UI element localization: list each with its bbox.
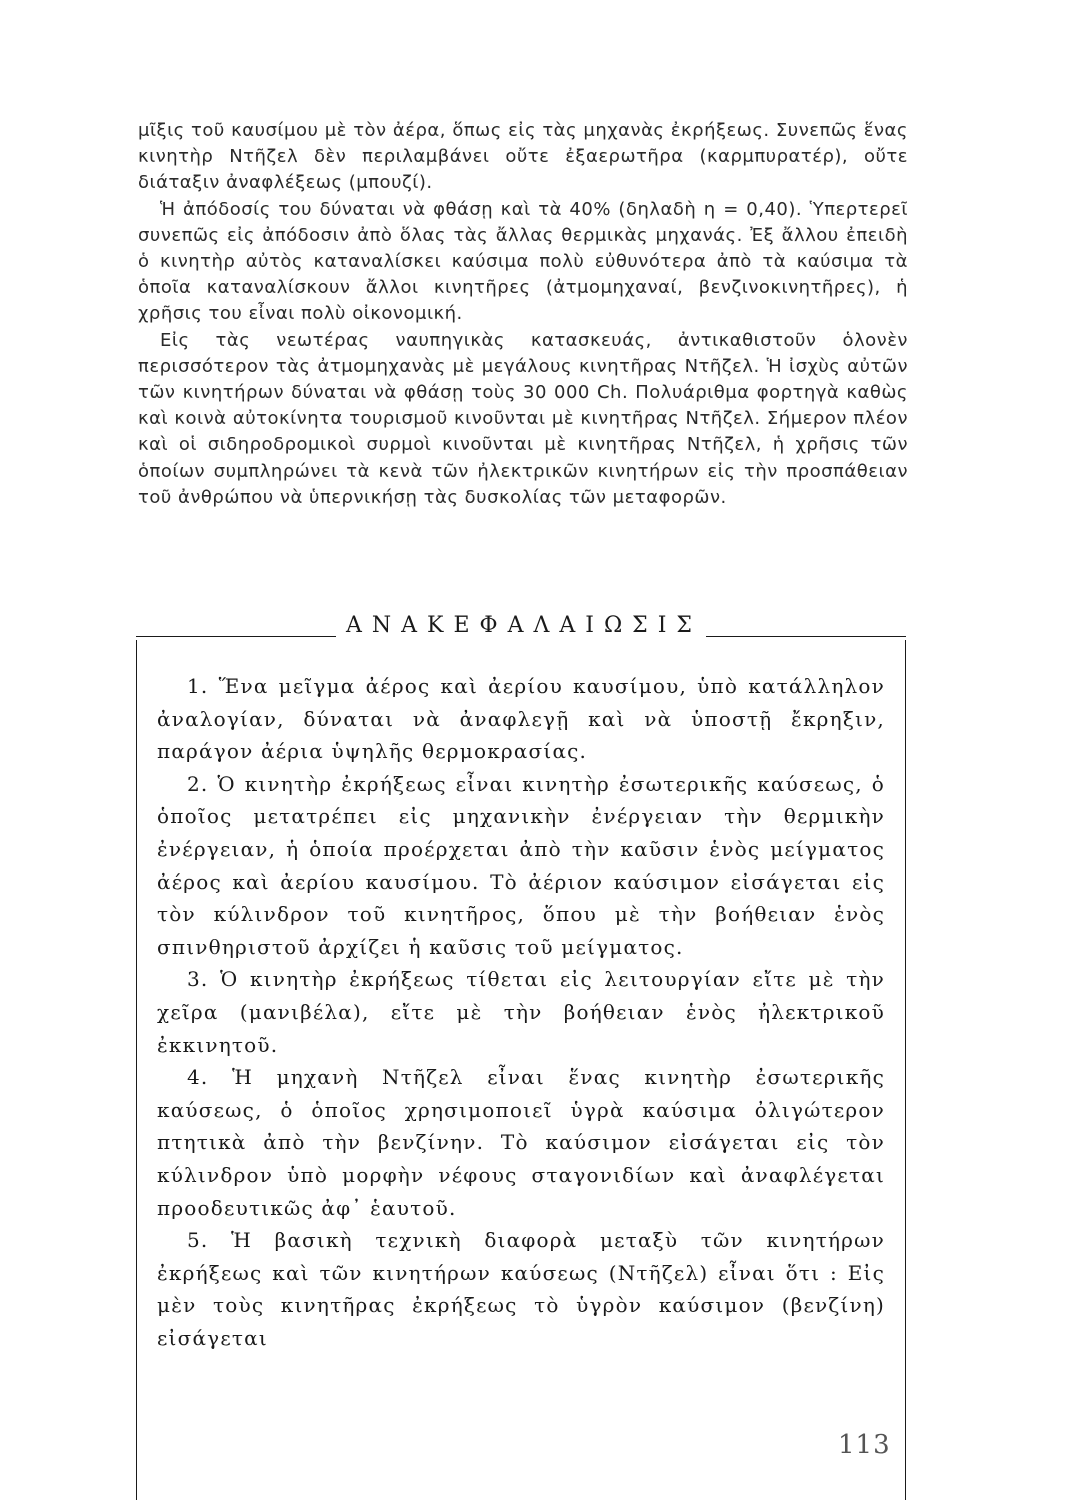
summary-box (136, 640, 906, 1500)
summary-item-4: 4. Ἡ μηχανὴ Ντῆζελ εἶναι ἕνας κινητὴρ ἐσωτερικῆς καύσεως, ὁ ὁποῖος χρησιμοποιεῖ ὑγρὰ καύσιμα ὀλιγώτερον πτητικὰ ἀπὸ τὴν βενζίνην. Τὸ καύσιμον εἰσάγεται εἰς τὸν κύλινδρον ὑπὸ μορφὴν νέφους σταγονιδίων καὶ ἀναφλέγεται προοδευτικῶς ἀφ᾽ ἑαυτοῦ. (157, 1065, 885, 1220)
body-paragraph-2: Ἡ ἀπόδοσίς του δύναται νὰ φθάσῃ καὶ τὰ 40% (δηλαδὴ η = 0,40). Ὑπερτερεῖ συνεπῶς εἰς ἀπόδοσιν ἀπὸ ὅλας τὰς ἄλλας θερμικὰς μηχανάς. Ἐξ ἄλλου ἐπειδὴ ὁ κινητὴρ αὐτὸς καταναλίσκει καύσιμα πολὺ εὐθυνότερα ἀπὸ τὰ καύσιμα τὰ ὁποῖα καταναλίσκουν ἄλλοι κινητῆρες (ἀτμομηχαναί, βενζινοκινητῆρες), ἡ χρῆσις του εἶναι πολὺ οἰκονομική. (138, 198, 908, 325)
body-text (138, 118, 908, 511)
page-number: 113 (838, 1430, 891, 1460)
body-paragraph-3: Εἰς τὰς νεωτέρας ναυπηγικὰς κατασκευάς, ἀντικαθιστοῦν ὁλονὲν περισσότερον τὰς ἀτμομηχανὰς μὲ μεγάλους κινητῆρας Ντῆζελ. Ἡ ἰσχὺς αὐτῶν τῶν κινητήρων δύναται νὰ φθάσῃ τοὺς 30 000 Ch. Πολυάριθμα φορτηγὰ καθὼς καὶ κοινὰ αὐτοκίνητα τουρισμοῦ κινοῦνται μὲ κινητῆρας Ντῆζελ. Σήμερον πλέον καὶ οἱ σιδηροδρομικοὶ συρμοὶ κινοῦνται μὲ κινητῆρας Ντῆζελ, ἡ χρῆσις τῶν ὁποίων συμπληρώνει τὰ κενὰ τῶν ἠλεκτρικῶν κινητήρων εἰς τὴν προσπάθειαν τοῦ ἀνθρώπου νὰ ὑπερνικήσῃ τὰς δυσκολίας τῶν μεταφορῶν. (138, 329, 908, 508)
summary-item-3: 3. Ὁ κινητὴρ ἐκρήξεως τίθεται εἰς λειτουργίαν εἴτε μὲ τὴν χεῖρα (μανιβέλα), εἴτε μὲ τὴν βοήθειαν ἑνὸς ἠλεκτρικοῦ ἐκκινητοῦ. (157, 967, 885, 1057)
body-paragraph-1: μῖξις τοῦ καυσίμου μὲ τὸν ἀέρα, ὅπως εἰς τὰς μηχανὰς ἐκρήξεως. Συνεπῶς ἕνας κινητὴρ Ντῆζελ δὲν περιλαμβάνει οὔτε ἐξαερωτῆρα (καρμπυρατέρ), οὔτε διάταξιν ἀναφλέξεως (μπουζί). (138, 120, 908, 194)
summary-item-1: 1. Ἕνα μεῖγμα ἀέρος καὶ ἀερίου καυσίμου, ὑπὸ κατάλληλον ἀναλογίαν, δύναται νὰ ἀναφλεγῇ καὶ νὰ ὑποστῇ ἔκρηξιν, παράγον ἀέρια ὑψηλῆς θερμοκρασίας. (157, 674, 885, 764)
summary-heading (136, 608, 906, 642)
heading-rule-right (706, 636, 906, 637)
summary-title: ΑΝΑΚΕΦΑΛΑΙΩΣΙΣ (346, 612, 702, 638)
summary-item-5: 5. Ἡ βασικὴ τεχνικὴ διαφορὰ μεταξὺ τῶν κινητήρων ἐκρήξεως καὶ τῶν κινητήρων καύσεως (Ντῆζελ) εἶναι ὅτι : Εἰς μὲν τοὺς κινητῆρας ἐκρήξεως τὸ ὑγρὸν καύσιμον (βενζίνη) εἰσάγεται (157, 1228, 885, 1350)
summary-item-2: 2. Ὁ κινητὴρ ἐκρήξεως εἶναι κινητὴρ ἐσωτερικῆς καύσεως, ὁ ὁποῖος μετατρέπει εἰς μηχανικὴν ἐνέργειαν τὴν θερμικὴν ἐνέργειαν, ἡ ὁποία προέρχεται ἀπὸ τὴν καῦσιν ἑνὸς μείγματος ἀέρος καὶ ἀερίου καυσίμου. Τὸ ἀέριον καύσιμον εἰσάγεται εἰς τὸν κύλινδρον τοῦ κινητῆρος, ὅπου μὲ τὴν βοήθειαν ἑνὸς σπινθηριστοῦ ἀρχίζει ἡ καῦσις τοῦ μείγματος. (157, 771, 885, 959)
heading-rule-left (136, 636, 336, 637)
